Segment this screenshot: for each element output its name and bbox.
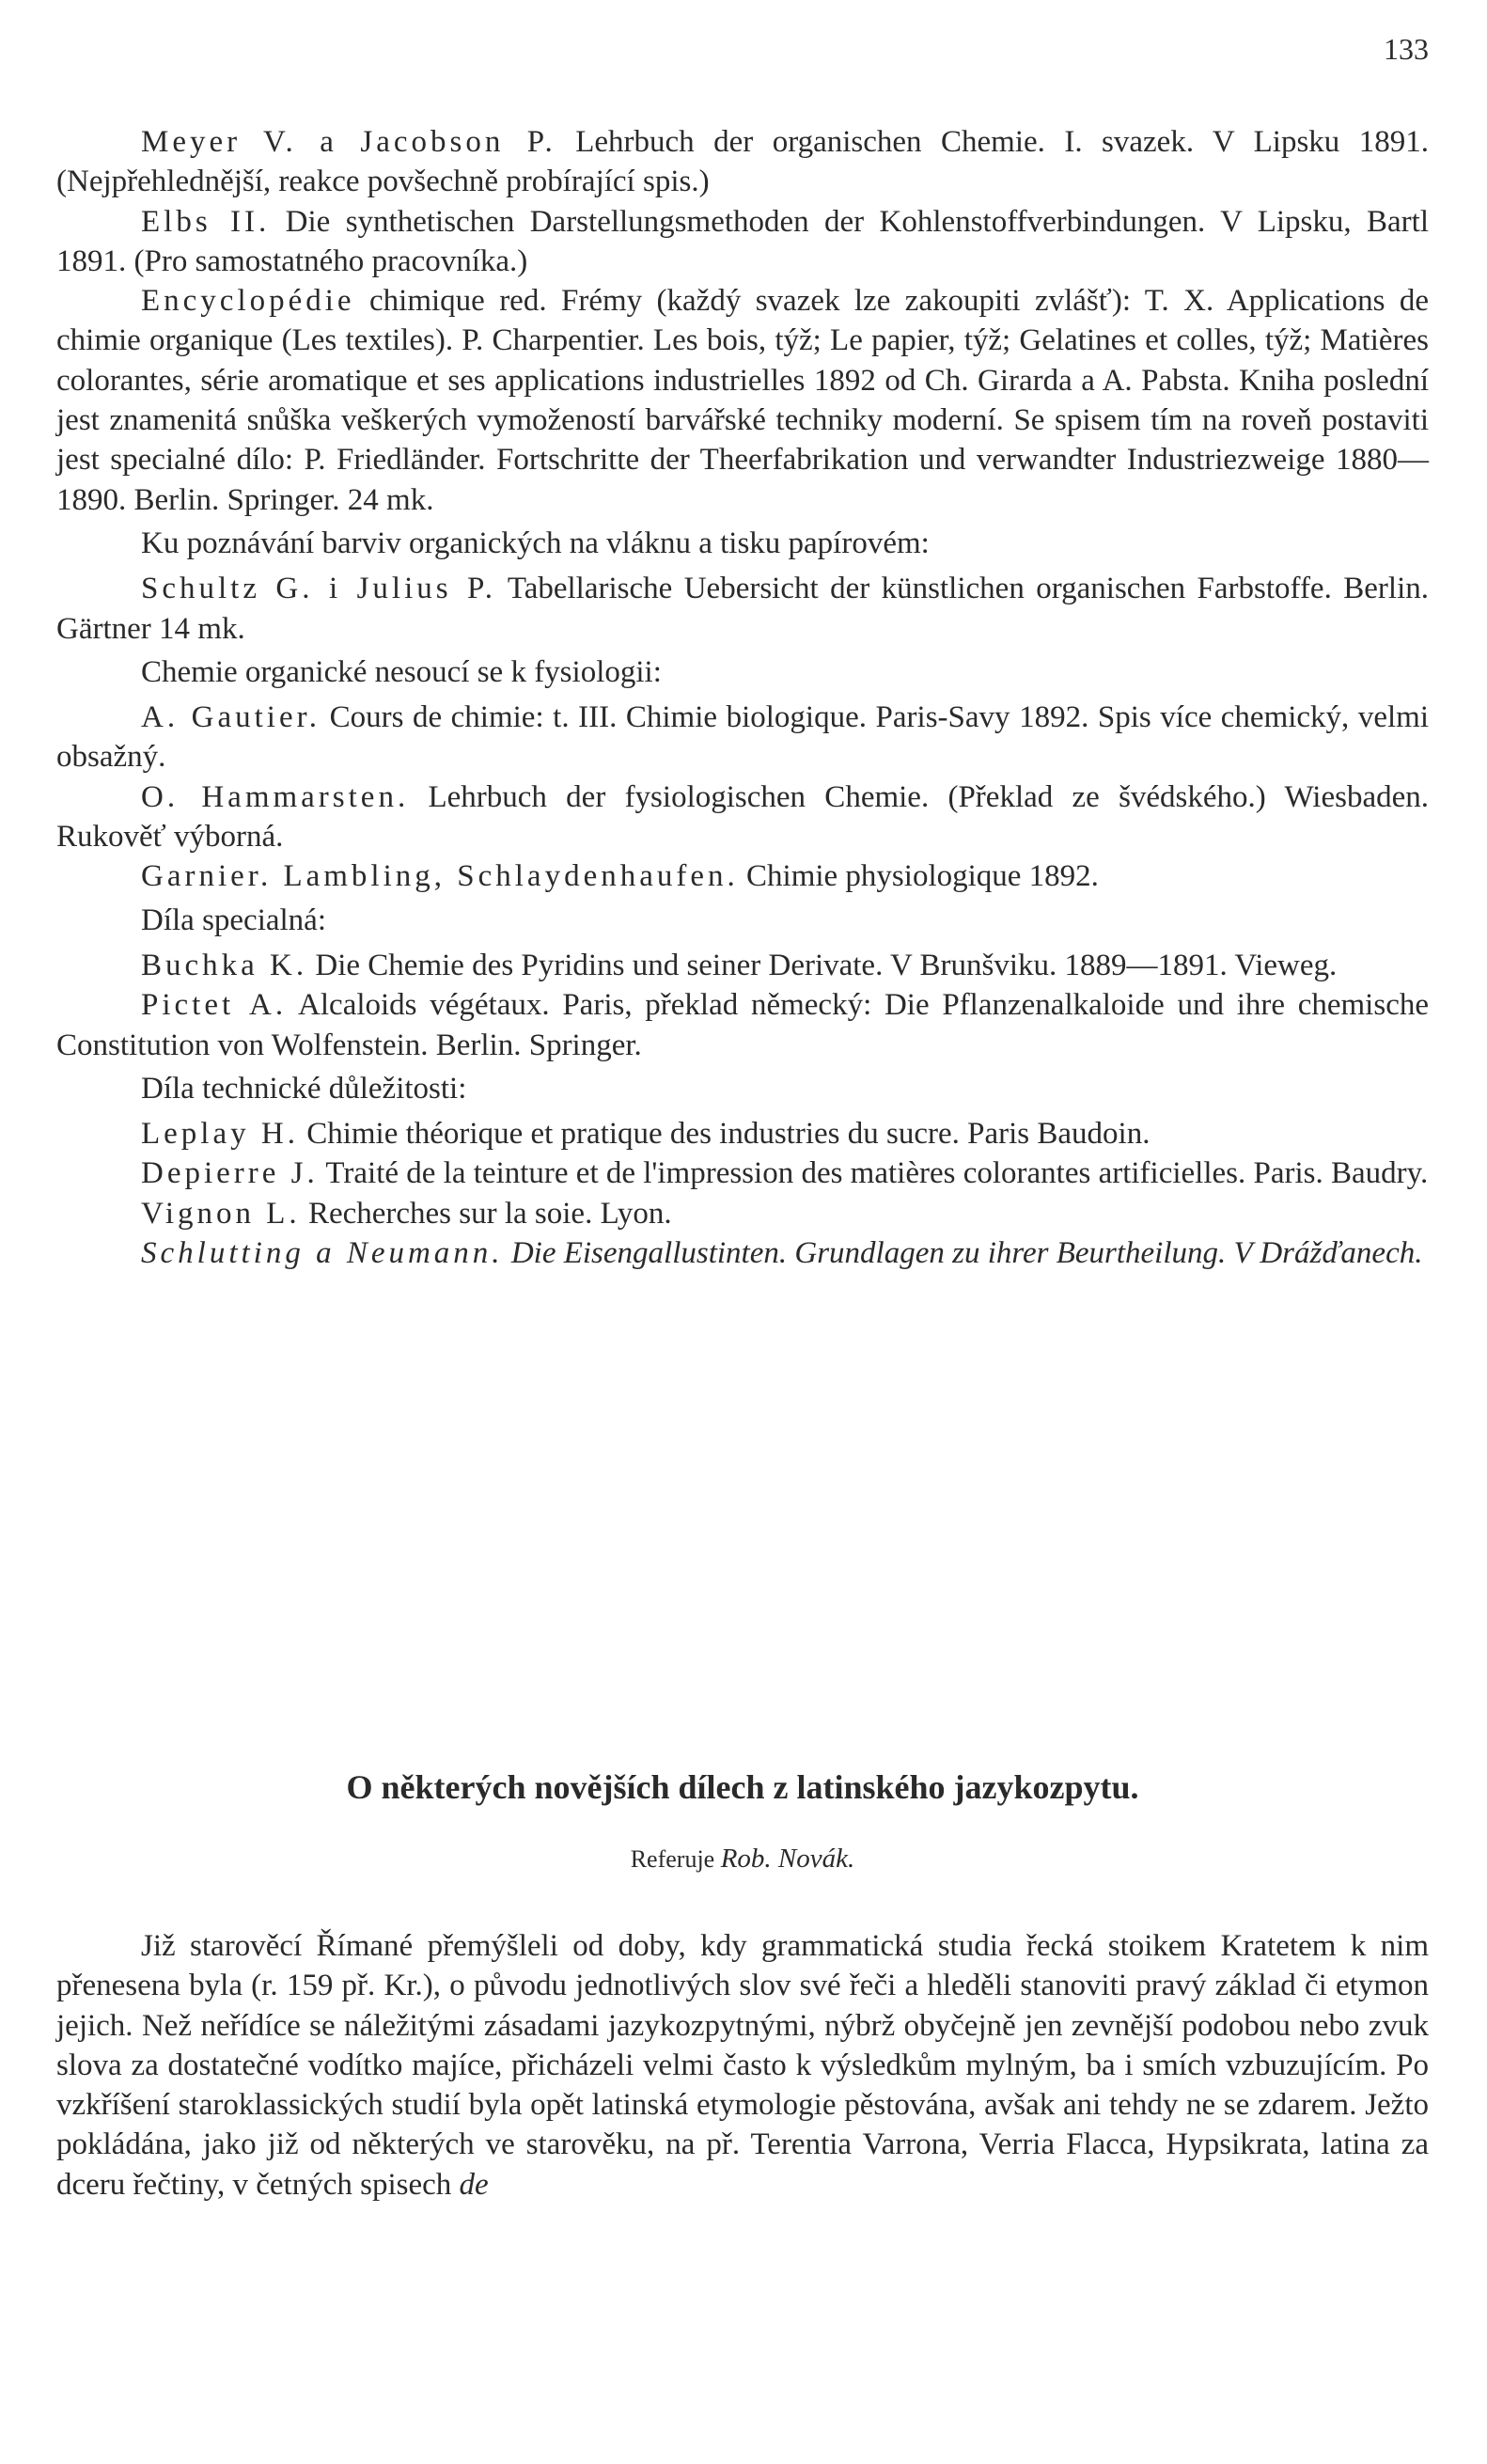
entry-author: Elbs II.	[141, 204, 271, 239]
bibliography-entry	[56, 202, 1429, 282]
byline-author: Rob. Novák.	[720, 1844, 855, 1874]
entry-text: Alcaloids végétaux. Paris, překlad německý: Die Pflanzenalkaloide und ihre chemische Constitution von Wolfenstein. Berlin. Springer.	[56, 988, 1429, 1062]
bibliography-entry	[56, 1194, 1429, 1233]
entry-text: Die Eisengallustinten. Grundlagen zu ihrer Beurtheilung. V Drážďanech.	[510, 1236, 1423, 1271]
bibliography-list	[56, 122, 1429, 1273]
entry-text: Chimie théorique et pratique des industries du sucre. Paris Baudoin.	[306, 1117, 1150, 1152]
bibliography-entry	[56, 281, 1429, 520]
entry-author: Schlutting a Neumann.	[141, 1236, 504, 1271]
bibliography-entry	[56, 1233, 1429, 1273]
bibliography-subheading: Ku poznávání barviv organických na vláknu a tisku papírovém:	[141, 526, 930, 560]
entry-text: Lehrbuch der fysiologischen Chemie. (Překlad ze švédského.) Wiesbaden. Rukověť výborná.	[56, 779, 1429, 855]
entry-author: Garnier. Lambling, Schlaydenhaufen.	[141, 859, 739, 894]
entry-text: chimique red. Frémy (každý svazek lze zakoupiti zvlášť): T. X. Applications de chimie organique (Les textiles). P. Charpentier. Les bois, týž; Le papier, týž; Gelatines et colles, týž; Matières colorantes, série aromatique et ses applications industrielles 1892 od Ch. Girarda a A. Pabsta. Kniha poslední jest znamenitá snůška veškerých vymožeností barvářské techniky moderní. Se spisem tím na roveň postaviti jest specialné dílo: P. Friedländer. Fortschritte der Theerfabrikation und verwandter Industriezweige 1880—1890. Berlin. Springer. 24 mk.	[56, 284, 1429, 517]
bibliography-subheading: Chemie organické nesoucí se k fysiologii:	[141, 654, 662, 689]
bibliography-subheading: Díla technické důležitosti:	[141, 1071, 467, 1106]
bibliography-subheading: Díla specialná:	[141, 902, 327, 937]
byline-prefix: Referuje	[630, 1845, 715, 1873]
entry-author: Encyclopédie	[141, 284, 355, 319]
entry-text: Cours de chimie: t. III. Chimie biologique. Paris-Savy 1892. Spis více chemický, velmi obsažný.	[56, 700, 1430, 775]
bibliography-entry	[56, 698, 1429, 777]
book-page	[56, 0, 1429, 2464]
article-section	[56, 1766, 1429, 2205]
entry-text: Die synthetischen Darstellungsmethoden der Kohlenstoffverbindungen. V Lipsku, Bartl 1891. (Pro samostatného pracovníka.)	[56, 204, 1429, 278]
entry-text: Traité de la teinture et de l'impression des matières colorantes artificielles. Paris. Baudry.	[325, 1156, 1429, 1191]
entry-author: O. Hammarsten.	[141, 779, 410, 814]
entry-author: A. Gautier.	[141, 700, 321, 735]
page-number: 133	[1384, 32, 1429, 66]
bibliography-entry	[56, 946, 1429, 985]
bibliography-entry	[56, 856, 1429, 896]
entry-text: Lehrbuch der organischen Chemie. I. svazek. V Lipsku 1891. (Nejpřehlednější, reakce povšechně probírající spis.)	[56, 125, 1429, 199]
article-body	[56, 1926, 1429, 2205]
bibliography-entry	[56, 1114, 1429, 1154]
entry-text: Recherches sur la soie. Lyon.	[307, 1196, 672, 1231]
entry-text: Tabellarische Uebersicht der künstlichen organischen Farbstoffe. Berlin. Gärtner 14 mk.	[56, 572, 1430, 646]
article-body-last-word: de	[459, 2167, 489, 2202]
bibliography-entry	[56, 1154, 1429, 1193]
entry-author: Depierre J.	[141, 1156, 319, 1191]
article-byline	[56, 1843, 1429, 1875]
bibliography-entry	[56, 569, 1429, 649]
entry-text: Die Chemie des Pyridins und seiner Derivate. V Brunšviku. 1889—1891. Vieweg.	[315, 948, 1338, 982]
bibliography-entry	[56, 777, 1429, 857]
article-title: O některých novějších dílech z latinského jazykozpytu.	[346, 1768, 1139, 1806]
entry-author: Leplay H.	[141, 1117, 299, 1152]
article-body-text: Již starověcí Římané přemýšleli od doby, kdy grammatická studia řecká stoikem Kratetem k nim přenesena byla (r. 159 př. Kr.), o původu jednotlivých slov své řeči a hleděli stanoviti pravý základ či etymon jejich. Než neřídíce se náležitými zásadami jazykozpytnými, nýbrž obyčejně jen zevnější podobou nebo zvuk slova za dostatečné vodítko majíce, přicházeli velmi často k výsledkům mylným, ba i smích vzbuzujícím. Po vzkříšení staroklassických studií byla opět latinská etymologie pěstována, avšak ani tehdy ne se zdarem. Ježto pokládána, jako již od některých ve starověku, na př. Terentia Varrona, Verria Flacca, Hypsikrata, latina za dceru řečtiny, v četných spisech	[56, 1929, 1429, 2202]
entry-author: Buchka K.	[141, 948, 308, 982]
entry-author: Pictet A.	[141, 988, 288, 1023]
entry-author: Meyer V. a Jacobson P.	[141, 125, 556, 159]
bibliography-entry	[56, 122, 1429, 202]
entry-author: Schultz G. i Julius P.	[141, 572, 496, 606]
bibliography-entry	[56, 985, 1429, 1065]
entry-text: Chimie physiologique 1892.	[746, 859, 1099, 894]
entry-author: Vignon L.	[141, 1196, 301, 1231]
